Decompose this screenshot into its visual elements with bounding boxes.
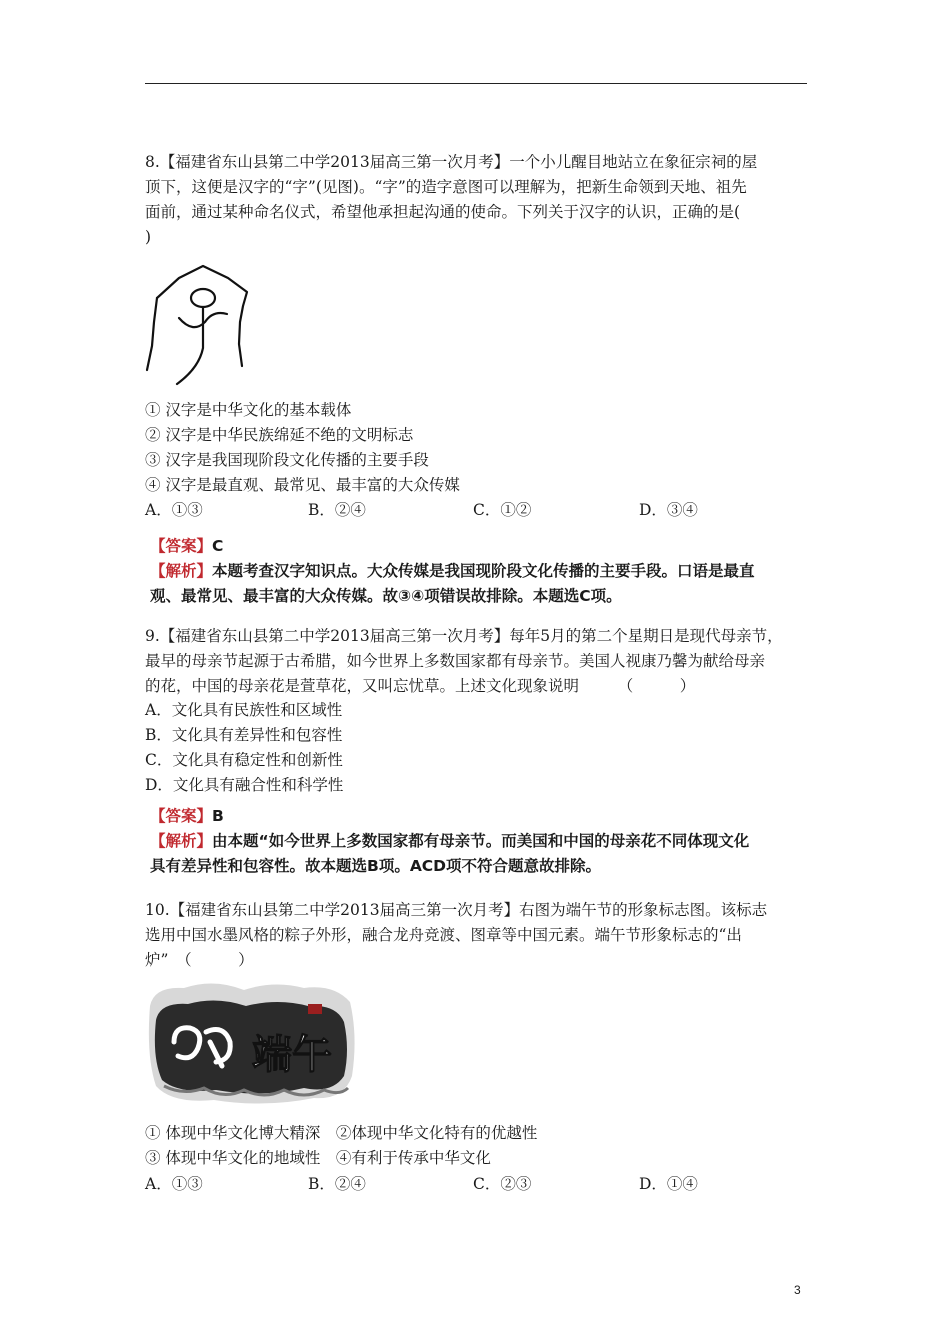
option-b: B．②④ (308, 501, 366, 519)
option-a: A．①③ (145, 501, 203, 519)
question-8-line: ) (145, 228, 152, 246)
question-10-stem (145, 898, 815, 973)
option-a: A．①③ (145, 1175, 203, 1193)
question-9-options (145, 698, 815, 798)
analysis-text: 具有差异性和包容性。故本题选B项。ACD项不符合题意故排除。 (150, 857, 602, 875)
question-10-line: 10.【福建省东山县第二中学2013届高三第一次月考】右图为端午节的形象标志图。该标志 (145, 901, 768, 919)
question-8-line: 面前，通过某种命名仪式，希望他承担起沟通的使命。下列关于汉字的认识，正确的是( (145, 203, 741, 221)
analysis-tag: 【解析】 (150, 832, 213, 850)
answer-tag: 【答案】 (150, 807, 213, 825)
analysis-text: 本题考查汉字知识点。大众传媒是我国现阶段文化传播的主要手段。口语是最直 (212, 562, 755, 580)
question-8-line: 8.【福建省东山县第二中学2013届高三第一次月考】一个小儿醒目地站立在象征宗祠的屋 (145, 153, 758, 171)
question-9-line: 最早的母亲节起源于古希腊，如今世界上多数国家都有母亲节。美国人视康乃馨为献给母亲 (145, 652, 766, 670)
option-b: B．文化具有差异性和包容性 (145, 726, 343, 744)
question-9-line: 9.【福建省东山县第二中学2013届高三第一次月考】每年5月的第二个星期日是现代母亲节， (145, 627, 783, 645)
dragon-boat-festival-logo (144, 976, 362, 1110)
statement-item: ③ 汉字是我国现阶段文化传播的主要手段 (145, 451, 429, 469)
statement-item: ① 体现中华文化博大精深 ②体现中华文化特有的优越性 (145, 1124, 538, 1142)
statement-item: ④ 汉字是最直观、最常见、最丰富的大众传媒 (145, 476, 460, 494)
option-c: C．文化具有稳定性和创新性 (145, 751, 343, 769)
page-number: 3 (794, 1283, 801, 1297)
question-8-options (145, 498, 805, 523)
answer-tag: 【答案】 (150, 537, 213, 555)
question-10-options (145, 1172, 805, 1197)
option-d: D．文化具有融合性和科学性 (145, 776, 344, 794)
option-c: C．①② (473, 501, 532, 519)
question-9-answer (150, 804, 830, 879)
logo-text: 端午 (252, 1031, 332, 1078)
header-rule (145, 83, 807, 84)
question-8-answer (150, 534, 830, 609)
question-8-stem (145, 150, 815, 250)
option-c: C．②③ (473, 1175, 532, 1193)
answer-value: B (212, 807, 224, 825)
question-10-line: 选用中国水墨风格的粽子外形，融合龙舟竞渡、图章等中国元素。端午节形象标志的“出 (145, 926, 742, 944)
option-b: B．②④ (308, 1175, 366, 1193)
analysis-text: 观、最常见、最丰富的大众传媒。故③④项错误故排除。本题选C项。 (150, 587, 622, 605)
analysis-tag: 【解析】 (150, 562, 213, 580)
analysis-text: 由本题“如今世界上多数国家都有母亲节。而美国和中国的母亲花不同体现文化 (212, 832, 750, 850)
zi-character-figure (143, 262, 258, 390)
question-10-line: 炉” （ ） (145, 951, 254, 969)
statement-item: ① 汉字是中华文化的基本载体 (145, 401, 352, 419)
question-8-statements (145, 398, 815, 498)
question-10-statements (145, 1121, 815, 1171)
question-8-line: 顶下，这便是汉字的“字”(见图)。“字”的造字意图可以理解为，把新生命领到天地、祖先 (145, 178, 747, 196)
answer-value: C (212, 537, 224, 555)
option-a: A．文化具有民族性和区域性 (145, 701, 343, 719)
question-9-line: 的花，中国的母亲花是萱草花，又叫忘忧草。上述文化现象说明 （ ） (145, 677, 696, 695)
statement-item: ② 汉字是中华民族绵延不绝的文明标志 (145, 426, 414, 444)
statement-item: ③ 体现中华文化的地域性 ④有利于传承中华文化 (145, 1149, 491, 1167)
option-d: D．①④ (639, 1175, 698, 1193)
question-9-stem (145, 624, 815, 699)
option-d: D．③④ (639, 501, 698, 519)
